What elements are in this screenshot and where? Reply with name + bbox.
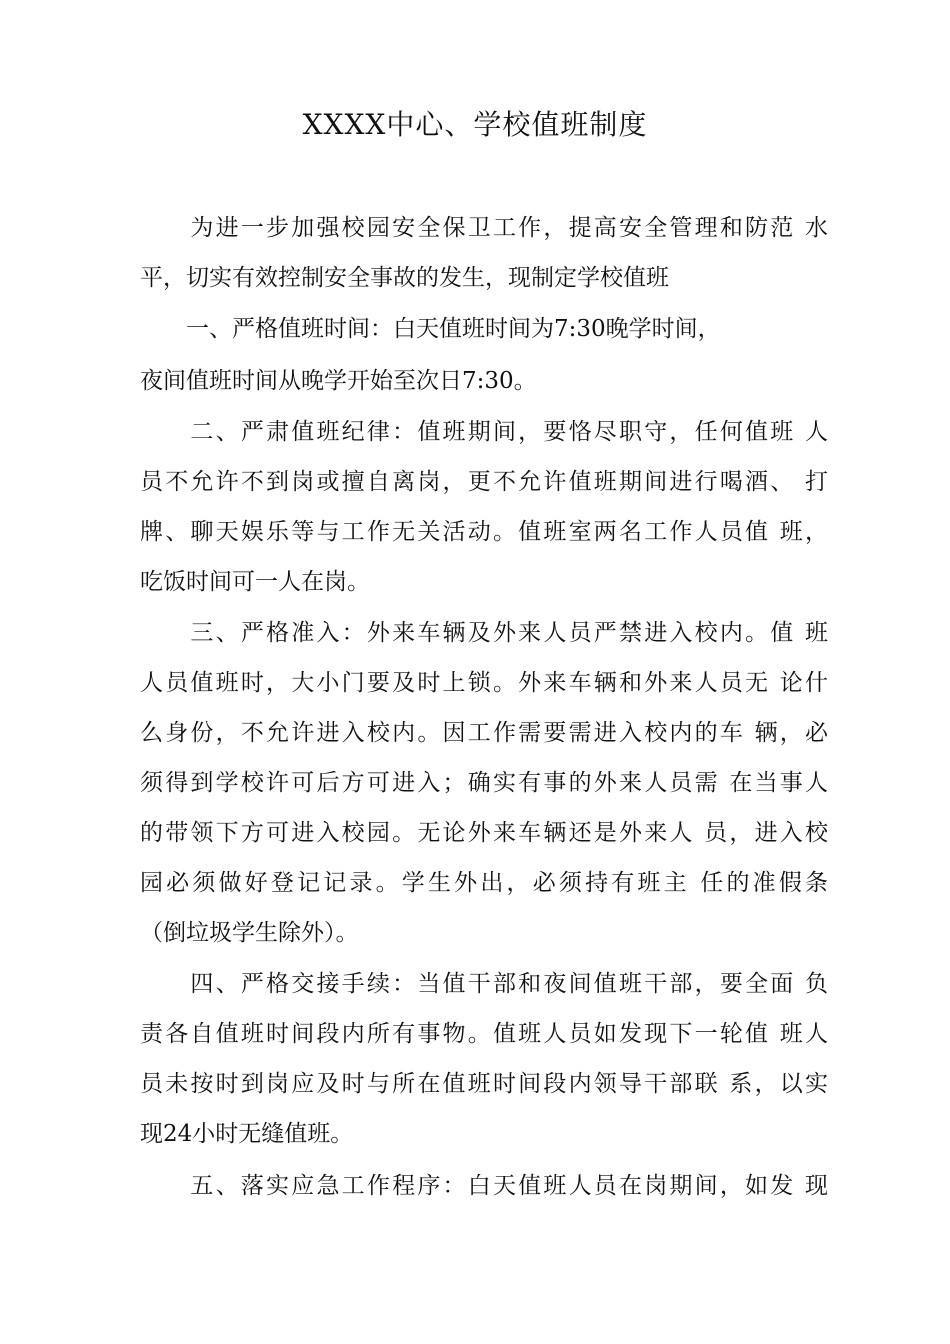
paragraph-line: 五、落实应急工作程序：白天值班人员在岗期间，如发 现 bbox=[140, 1173, 828, 1199]
paragraph-line: （倒垃圾学生除外）。 bbox=[140, 920, 359, 946]
paragraph-line: 牌、聊天娱乐等与工作无关活动。值班室两名工作人员值 班， bbox=[140, 519, 828, 545]
paragraph-line: 须得到学校许可后方可进入；确实有事的外来人员需 在当事人 bbox=[140, 770, 828, 796]
paragraph-line: 么身份，不允许进入校内。因工作需要需进入校内的车 辆，必 bbox=[140, 720, 828, 746]
paragraph-line: 吃饭时间可一人在岗。 bbox=[140, 569, 370, 595]
paragraph-line: 为进一步加强校园安全保卫工作，提高安全管理和防范 水 bbox=[140, 215, 828, 241]
paragraph-line: 四、严格交接手续：当值干部和夜间值班干部，要全面 负 bbox=[140, 971, 828, 997]
paragraph-line: 责各自值班时间段内所有事物。值班人员如发现下一轮值 班人 bbox=[140, 1021, 828, 1047]
paragraph-line: 的带领下方可进入校园。无论外来车辆还是外来人 员，进入校 bbox=[140, 820, 828, 846]
paragraph-line: 平，切实有效控制安全事故的发生，现制定学校值班 bbox=[140, 265, 669, 291]
paragraph-line: 人员值班时，大小门要及时上锁。外来车辆和外来人员无 论什 bbox=[140, 670, 828, 696]
document-title: XXXX中心、学校值班制度 bbox=[302, 108, 648, 141]
paragraph-line: 一、严格值班时间：白天值班时间为7:30晚学时间， bbox=[140, 316, 721, 342]
paragraph-line: 现24小时无缝值班。 bbox=[140, 1121, 354, 1147]
paragraph-line: 园必须做好登记记录。学生外出，必须持有班主 任的准假条 bbox=[140, 870, 828, 896]
paragraph-line: 三、严格准入：外来车辆及外来人员严禁进入校内。值 班 bbox=[140, 620, 828, 646]
paragraph-line: 夜间值班时间从晚学开始至次日7:30。 bbox=[140, 368, 537, 394]
paragraph-line: 二、严肃值班纪律：值班期间，要恪尽职守，任何值班 人 bbox=[140, 419, 828, 445]
paragraph-line: 员不允许不到岗或擅自离岗，更不允许值班期间进行喝酒、 打 bbox=[140, 469, 828, 495]
paragraph-line: 员未按时到岗应及时与所在值班时间段内领导干部联 系，以实 bbox=[140, 1071, 828, 1097]
